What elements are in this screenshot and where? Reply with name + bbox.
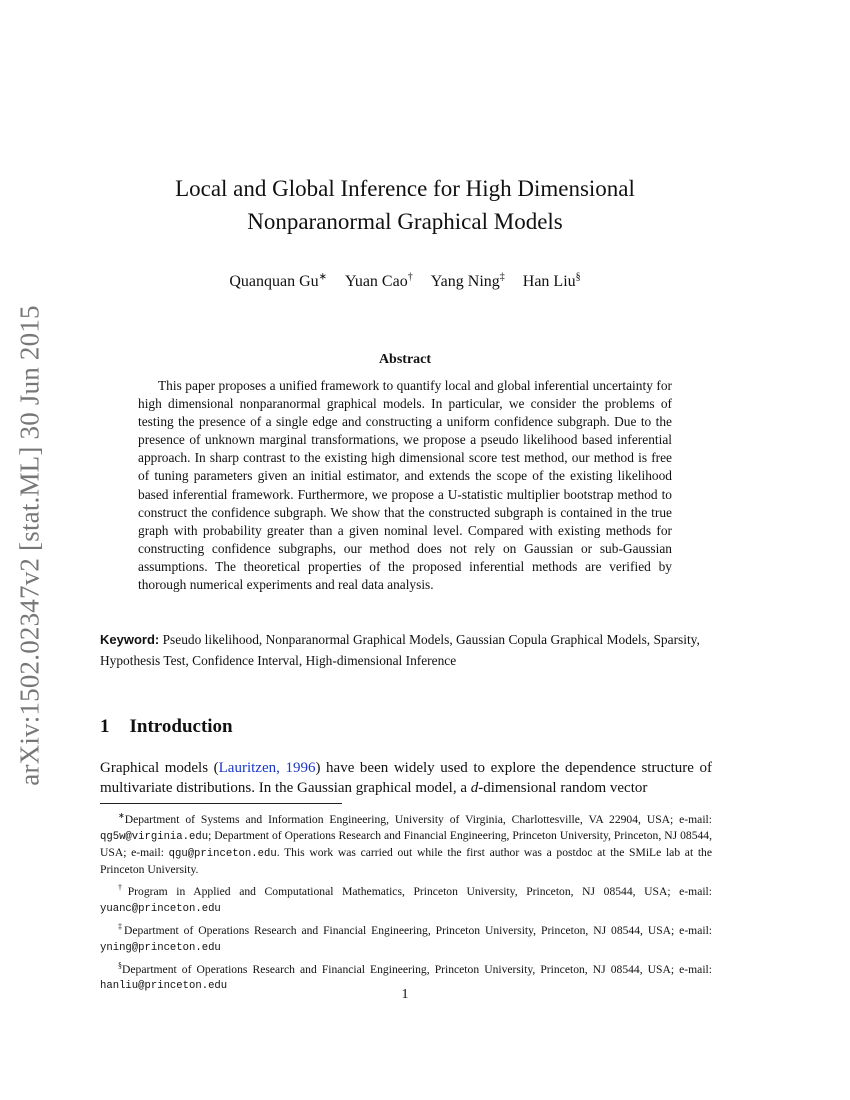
author-2-name: Yuan Cao	[345, 273, 408, 291]
footnote-4-email[interactable]: hanliu@princeton.edu	[100, 980, 228, 993]
footnote-1-text-3: . This work was carried out while the first author was a postdoc at the SMiLe lab at the Princeton University.	[100, 845, 713, 876]
citation-link-lauritzen[interactable]: Lauritzen, 1996	[218, 760, 316, 776]
footnote-1-text-2: ; Department of Operations Research and Financial Engineering, Princeton University, Princeton, NJ 08544, USA; e-mail:	[100, 828, 712, 859]
author-1-name: Quanquan Gu	[229, 273, 319, 291]
footnote-1-text: Department of Systems and Information Engineering, University of Virginia, Charlottesville, VA 22904, USA; e-mail:	[124, 812, 712, 826]
section-title: Introduction	[129, 716, 233, 737]
footnote-1-mark: ∗	[118, 811, 125, 820]
author-4-name: Han Liu	[522, 273, 576, 291]
footnote-2-text: Program in Applied and Computational Mathematics, Princeton University, Princeton, NJ 08544, USA; e-mail:	[127, 884, 712, 898]
arxiv-identifier-text: arXiv:1502.02347v2 [stat.ML] 30 Jun 2015	[14, 304, 45, 786]
title-line-1: Local and Global Inference for High Dimensional	[175, 176, 635, 201]
author-3-mark: ‡	[499, 272, 505, 283]
author-1	[229, 273, 327, 290]
author-3	[431, 273, 505, 290]
section-heading-introduction	[100, 716, 233, 738]
footnote-2	[100, 880, 712, 917]
author-4-mark: §	[575, 272, 581, 283]
footnote-1-email-2[interactable]: qgu@princeton.edu	[168, 847, 277, 860]
author-2-mark: †	[407, 272, 413, 283]
abstract-body: This paper proposes a unified framework to quantify local and global inferential uncertainty for high dimensional nonparanormal graphical models. In particular, we consider the problems of testing the presence of a single edge and constructing a uniform confidence subgraph. Due to the presence of unknown marginal transformations, we propose a pseudo likelihood based inferential approach. In sharp contrast to the existing high dimensional score test method, our method is free of tuning parameters given an initial estimator, and extends the scope of the existing likelihood based inferential framework. Furthermore, we propose a U-statistic multiplier bootstrap method to construct the confidence subgraph. We show that the constructed subgraph is contained in the true graph with probability greater than a given nominal level. Compared with existing methods for constructing confidence subgraphs, our method does not rely on Gaussian or sub-Gaussian assumptions. The theoretical properties of the proposed inferential methods are verified by thorough numerical experiments and real data analysis.	[138, 378, 672, 593]
footnote-1	[100, 808, 712, 878]
footnote-2-email[interactable]: yuanc@princeton.edu	[100, 902, 221, 915]
footnote-3-text: Department of Operations Research and Financial Engineering, Princeton University, Princeton, NJ 08544, USA; e-mail:	[124, 923, 713, 937]
author-3-name: Yang Ning	[430, 273, 500, 291]
keywords-text: Pseudo likelihood, Nonparanormal Graphical Models, Gaussian Copula Graphical Models, Sparsity, Hypothesis Test, Confidence Interval, High-dimensional Inference	[100, 632, 700, 668]
footnote-3	[100, 919, 712, 956]
page-number: 1	[401, 987, 409, 1002]
footnote-3-mark: ‡	[118, 921, 125, 931]
footnote-4-mark: §	[118, 960, 122, 970]
footnote-4-text: Department of Operations Research and Financial Engineering, Princeton University, Princeton, NJ 08544, USA; e-mail:	[122, 962, 712, 976]
abstract-heading: Abstract	[378, 352, 432, 367]
author-2	[345, 273, 413, 290]
paper-title	[100, 172, 710, 238]
author-list	[100, 267, 710, 293]
intro-text-2: ) have been widely used to explore the dependence structure of multivariate distributions. In the Gaussian graphical model, a	[100, 760, 712, 796]
title-line-2: Nonparanormal Graphical Models	[247, 209, 563, 234]
footnote-3-email[interactable]: yning@princeton.edu	[100, 941, 221, 954]
intro-text-3: -dimensional random vector	[478, 780, 648, 796]
introduction-paragraph	[100, 758, 712, 798]
arxiv-identifier-stamp	[0, 290, 60, 800]
math-variable-d: d	[470, 780, 479, 796]
footnote-1-email-1[interactable]: qg5w@virginia.edu	[100, 830, 209, 843]
section-number: 1	[100, 716, 110, 737]
footnotes	[100, 808, 712, 996]
author-4	[523, 273, 581, 290]
author-1-mark: ∗	[318, 272, 328, 283]
footnote-separator	[100, 803, 342, 804]
keywords-label: Keyword:	[100, 632, 160, 647]
intro-text-1: Graphical models (	[100, 760, 219, 776]
keywords-block	[100, 629, 712, 671]
footnote-2-mark: †	[118, 882, 128, 892]
